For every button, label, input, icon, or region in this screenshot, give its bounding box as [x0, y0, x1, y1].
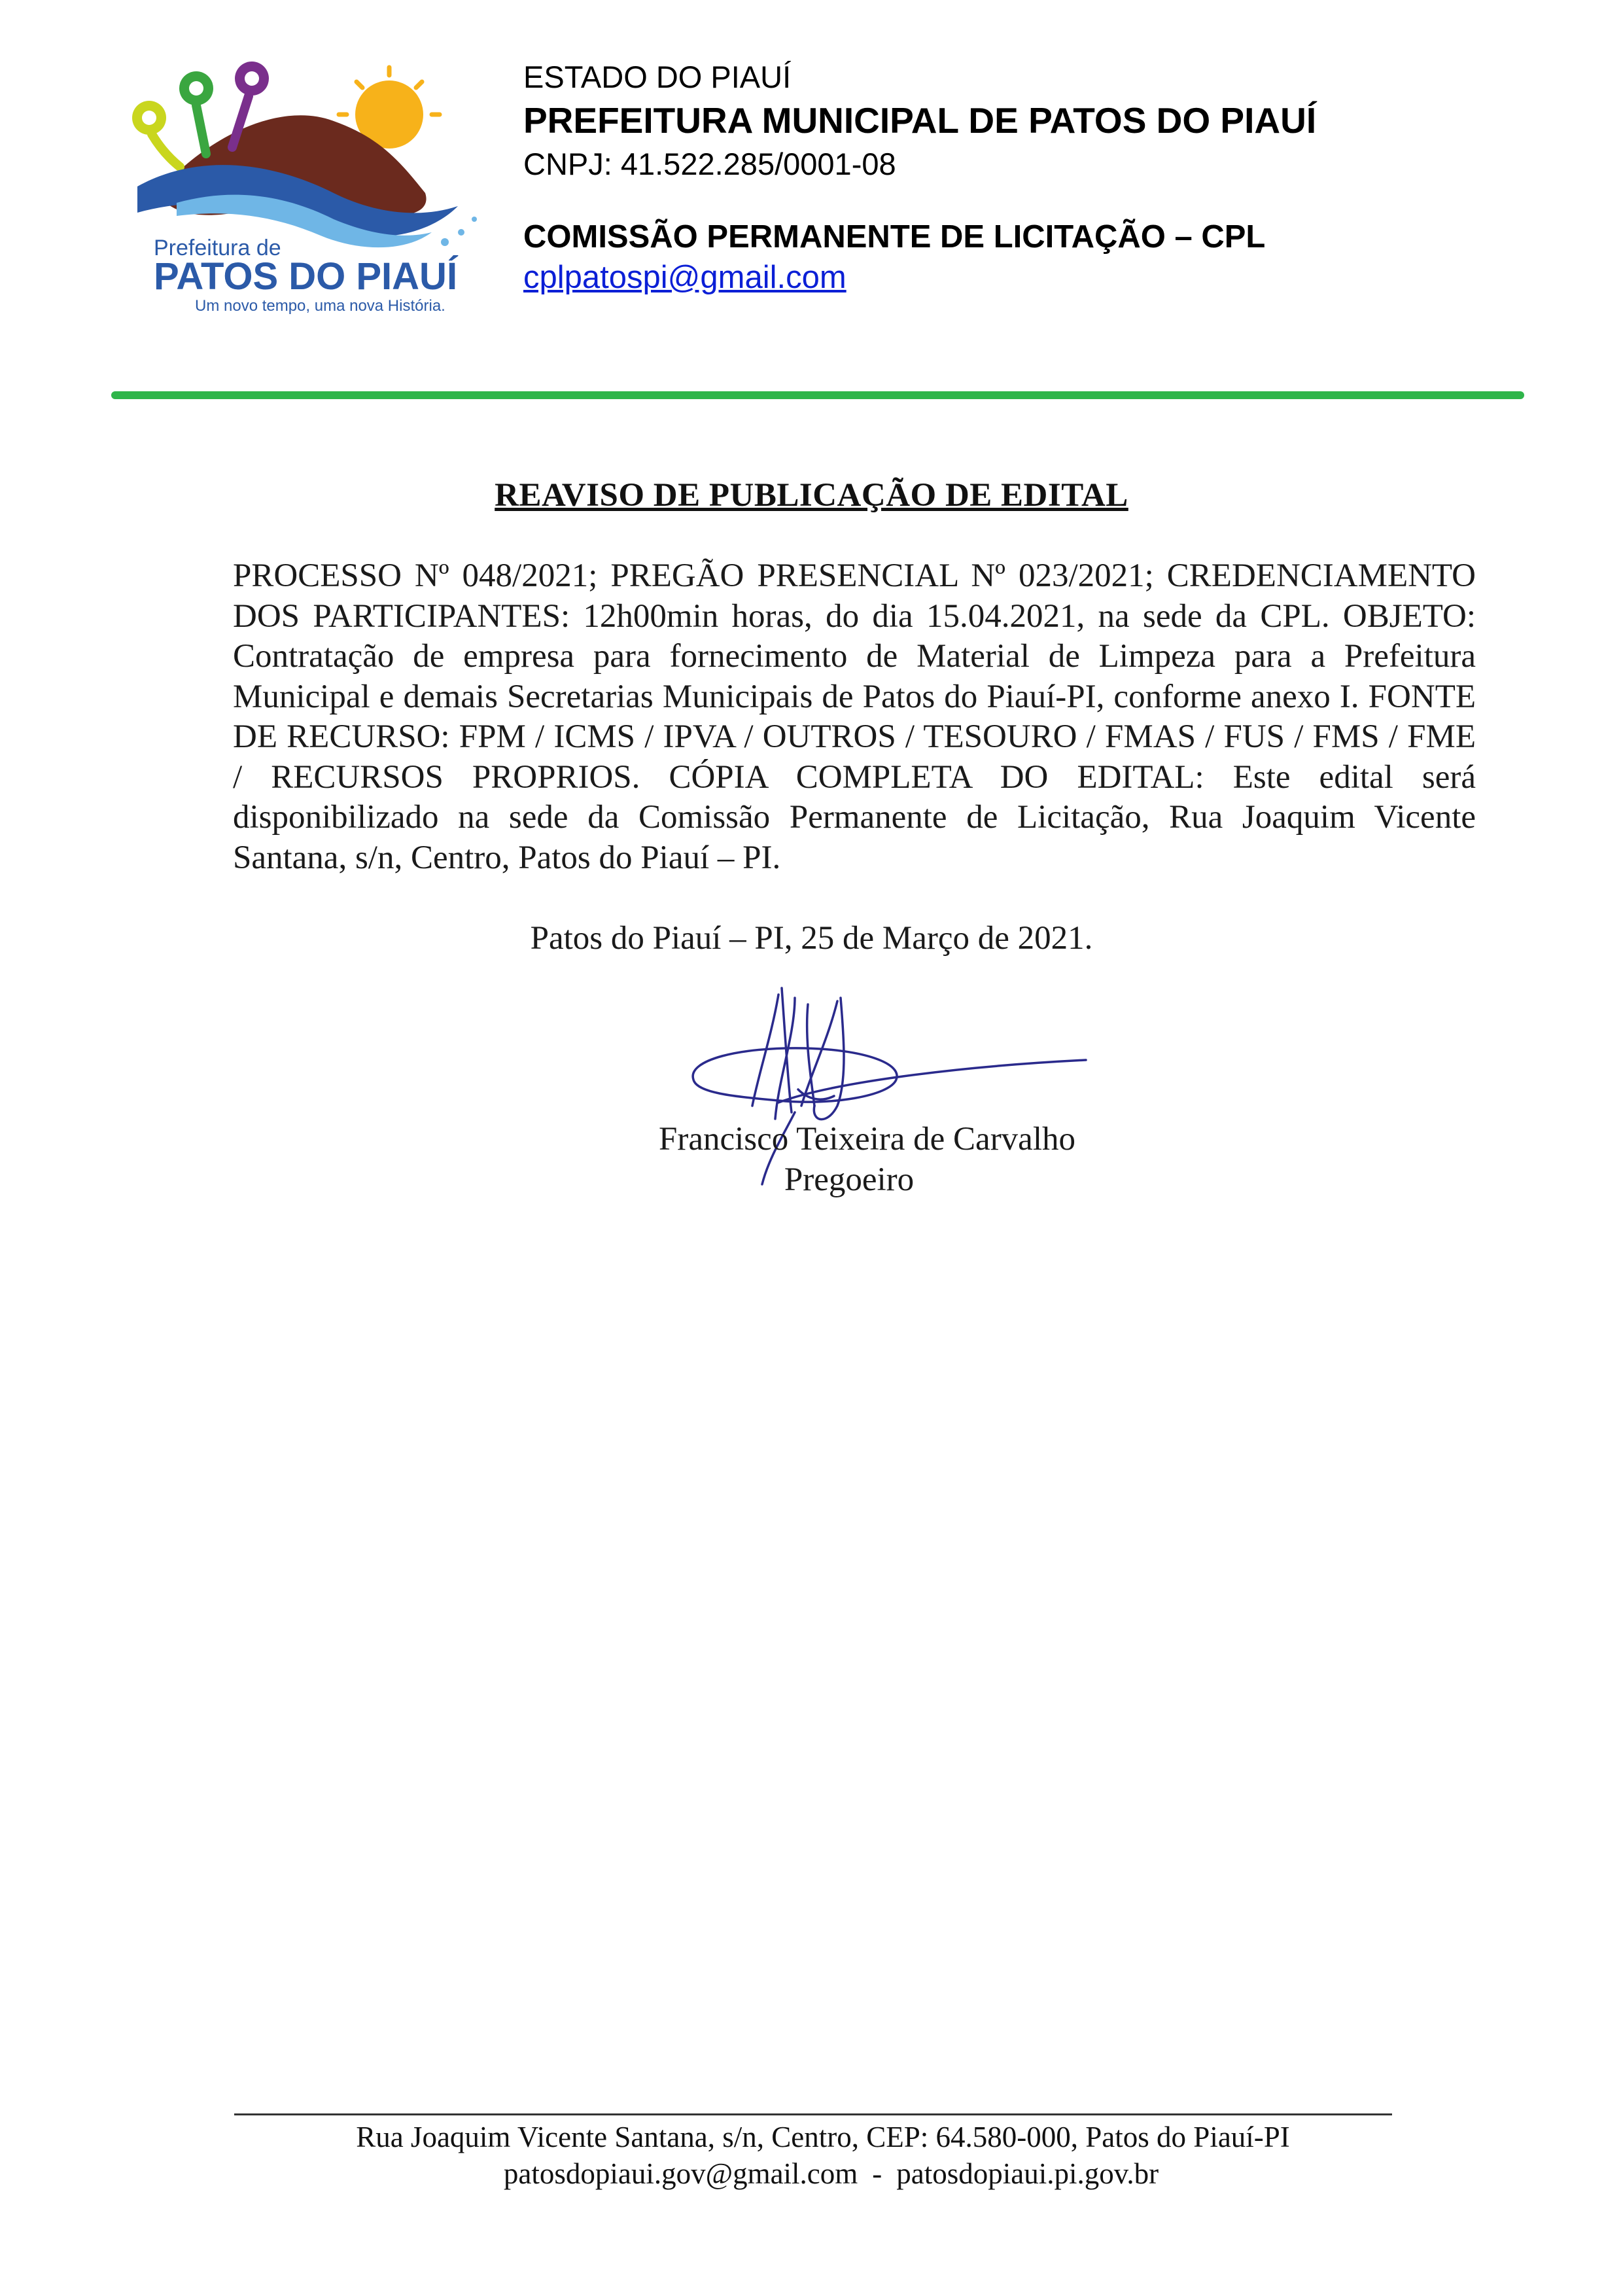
logo-slogan-text: Um novo tempo, uma nova História. [195, 297, 445, 315]
footer-email[interactable]: patosdopiaui.gov@gmail.com [503, 2157, 858, 2190]
document-title: REAVISO DE PUBLICAÇÃO DE EDITAL [495, 477, 1128, 514]
signer-role: Pregoeiro [784, 1161, 915, 1198]
logo-name-text: PATOS DO PIAUÍ [154, 255, 458, 298]
document-body: PROCESSO Nº 048/2021; PREGÃO PRESENCIAL Nº 023/2021; CREDENCIAMENTO DOS PARTICIPANTES: 12h00min horas, do dia 15.04.2021, na sede da CPL. OBJETO: Contratação de empresa para fornecimento de Material de Limpeza para a Prefeitura Municipal e demais Secretarias Municipais de Patos do Piauí-PI, conforme anexo I. FONTE DE RECURSO: FPM / ICMS / IPVA / OUTROS / TESOURO / FMAS / FUS / FMS / FME / RECURSOS PROPRIOS. CÓPIA COMPLETA DO EDITAL: Este edital será disponibilizado na sede da Comissão Permanente de Licitação, Rua Joaquim Vicente Santana, s/n, Centro, Patos do Piauí – PI. [233, 557, 1476, 876]
footer-address: Rua Joaquim Vicente Santana, s/n, Centro, CEP: 64.580-000, Patos do Piauí-PI [356, 2121, 1290, 2153]
footer-contacts [39, 2155, 1623, 2192]
prefecture-name: PREFEITURA MUNICIPAL DE PATOS DO PIAUÍ [523, 100, 1317, 141]
commission-name: COMISSÃO PERMANENTE DE LICITAÇÃO – CPL [523, 219, 1266, 255]
prefecture-logo [118, 56, 504, 317]
logo-prefix-text: Prefeitura de [154, 236, 281, 260]
state-name: ESTADO DO PIAUÍ [523, 60, 792, 94]
signer-block [0, 1119, 1623, 1200]
footer [0, 2119, 1623, 2192]
footer-website[interactable]: patosdopiaui.pi.gov.br [896, 2157, 1159, 2190]
cnpj: CNPJ: 41.522.285/0001-08 [523, 147, 896, 181]
letterhead [523, 58, 1316, 298]
header-divider [111, 391, 1524, 399]
place-date: Patos do Piauí – PI, 25 de Março de 2021. [530, 920, 1093, 957]
signer-name: Francisco Teixeira de Carvalho [658, 1121, 1075, 1157]
logo-graphic [118, 56, 504, 317]
footer-separator: - [872, 2157, 882, 2190]
footer-rule [234, 2113, 1392, 2115]
commission-email-link[interactable]: cplpatospi@gmail.com [523, 260, 846, 295]
